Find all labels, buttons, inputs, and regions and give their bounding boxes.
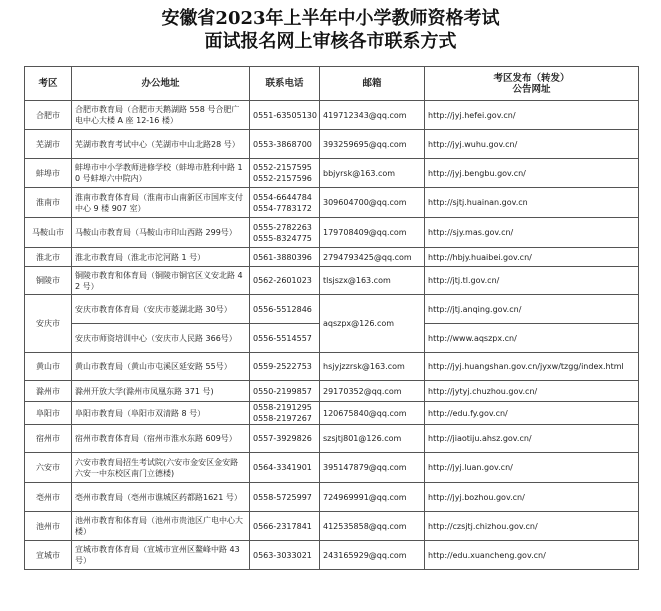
city-cell: 合肥市 — [25, 101, 72, 130]
city-cell: 滁州市 — [25, 381, 72, 402]
site-link[interactable]: http://edu.xuancheng.gov.cn/ — [425, 541, 639, 570]
phone-cell: 0550-2199857 — [250, 381, 320, 402]
email-cell: hsjyjzzrsk@163.com — [320, 353, 425, 381]
phone-cell: 0551-63505130 — [250, 101, 320, 130]
city-cell: 池州市 — [25, 512, 72, 541]
table-row — [25, 512, 639, 541]
table-row — [25, 381, 639, 402]
site-link[interactable]: http://edu.fy.gov.cn/ — [425, 402, 639, 425]
table-row — [25, 402, 639, 425]
city-cell: 铜陵市 — [25, 267, 72, 295]
email-cell: 120675840@qq.com — [320, 402, 425, 425]
city-cell: 宣城市 — [25, 541, 72, 570]
city-cell: 阜阳市 — [25, 402, 72, 425]
header-site-line-2: 公告网址 — [512, 83, 551, 95]
city-cell: 黄山市 — [25, 353, 72, 381]
city-cell: 亳州市 — [25, 483, 72, 512]
phone-cell: 0564-3341901 — [250, 453, 320, 483]
contact-table — [24, 66, 639, 570]
header-site — [425, 67, 639, 101]
phone-cell: 0566-2317841 — [250, 512, 320, 541]
city-cell: 淮南市 — [25, 188, 72, 218]
table-row — [25, 218, 639, 248]
header-email: 邮箱 — [320, 67, 425, 101]
email-cell: 309604700@qq.com — [320, 188, 425, 218]
address-cell: 阜阳市教育局（阜阳市双清路 8 号） — [72, 402, 250, 425]
phone-cell: 0561-3880396 — [250, 248, 320, 267]
table-row — [25, 483, 639, 512]
address-cell: 蚌埠市中小学教师进修学校（蚌埠市胜利中路 10 号蚌埠六中院内） — [72, 159, 250, 188]
phone-cell: 0556-5514557 — [250, 324, 320, 353]
header-area: 考区 — [25, 67, 72, 101]
city-cell: 马鞍山市 — [25, 218, 72, 248]
phone-cell: 0553-3868700 — [250, 130, 320, 159]
phone-cell — [250, 188, 320, 218]
header-address: 办公地址 — [72, 67, 250, 101]
phone-number: 0552-2157595 — [253, 163, 312, 172]
city-cell: 淮北市 — [25, 248, 72, 267]
table-row — [25, 453, 639, 483]
phone-cell: 0556-5512846 — [250, 295, 320, 324]
phone-cell: 0562-2601023 — [250, 267, 320, 295]
city-cell: 安庆市 — [25, 295, 72, 353]
phone-number: 0558-2197267 — [253, 414, 312, 423]
phone-cell — [250, 402, 320, 425]
site-link[interactable]: http://hbjy.huaibei.gov.cn/ — [425, 248, 639, 267]
site-link[interactable]: http://jtj.tl.gov.cn/ — [425, 267, 639, 295]
site-link[interactable]: http://jtj.anqing.gov.cn/ — [425, 295, 639, 324]
phone-number: 0555-2782263 — [253, 222, 312, 232]
address-cell: 池州市教育和体育局（池州市贵池区广电中心大楼） — [72, 512, 250, 541]
email-cell: 724969991@qq.com — [320, 483, 425, 512]
email-cell: 393259695@qq.com — [320, 130, 425, 159]
page-title-line-2: 面试报名网上审核各市联系方式 — [204, 31, 457, 52]
address-cell: 六安市教育局招生考试院(六安市金安区金安路六安一中东校区南门立德楼) — [72, 453, 250, 483]
email-cell: 243165929@qq.com — [320, 541, 425, 570]
site-link[interactable]: http://czsjtj.chizhou.gov.cn/ — [425, 512, 639, 541]
email-cell: tlsjszx@163.com — [320, 267, 425, 295]
address-cell: 淮南市教育体育局（淮南市山南新区市国库支付中心 9 楼 907 室） — [72, 188, 250, 218]
address-cell: 铜陵市教育和体育局（铜陵市铜官区义安北路 42 号） — [72, 267, 250, 295]
city-cell: 蚌埠市 — [25, 159, 72, 188]
email-cell: 29170352@qq.com — [320, 381, 425, 402]
email-cell: szsjtj801@126.com — [320, 425, 425, 453]
page-title-line-1: 安徽省2023年上半年中小学教师资格考试 — [161, 8, 500, 29]
address-cell: 黄山市教育局（黄山市屯溪区延安路 55号） — [72, 353, 250, 381]
site-link[interactable]: http://jytyj.chuzhou.gov.cn/ — [425, 381, 639, 402]
table-row — [25, 425, 639, 453]
site-link[interactable]: http://jyj.bengbu.gov.cn/ — [425, 159, 639, 188]
phone-cell: 0563-3033021 — [250, 541, 320, 570]
address-cell: 宿州市教育体育局（宿州市淮水东路 609号） — [72, 425, 250, 453]
email-cell: 419712343@qq.com — [320, 101, 425, 130]
phone-number: 0555-8324775 — [253, 233, 312, 243]
table-row — [25, 295, 639, 324]
site-link[interactable]: http://jyj.luan.gov.cn/ — [425, 453, 639, 483]
email-cell: 2794793425@qq.com — [320, 248, 425, 267]
phone-cell: 0558-5725997 — [250, 483, 320, 512]
city-cell: 芜湖市 — [25, 130, 72, 159]
address-cell: 芜湖市教育考试中心（芜湖市中山北路28 号） — [72, 130, 250, 159]
table-row — [25, 130, 639, 159]
email-cell: 179708409@qq.com — [320, 218, 425, 248]
email-cell: bbjyrsk@163.com — [320, 159, 425, 188]
header-site-line-1: 考区发布（转发） — [493, 72, 570, 84]
phone-cell: 0557-3929826 — [250, 425, 320, 453]
city-cell: 六安市 — [25, 453, 72, 483]
header-phone: 联系电话 — [250, 67, 320, 101]
table-row — [25, 188, 639, 218]
site-link[interactable]: http://jyj.hefei.gov.cn/ — [425, 101, 639, 130]
site-link[interactable]: http://sjy.mas.gov.cn/ — [425, 218, 639, 248]
email-cell: 395147879@qq.com — [320, 453, 425, 483]
phone-number: 0552-2157596 — [253, 174, 312, 183]
site-link[interactable]: http://jyj.bozhou.gov.cn/ — [425, 483, 639, 512]
phone-cell — [250, 159, 320, 188]
table-row — [25, 267, 639, 295]
table-header-row — [25, 67, 639, 101]
address-cell: 滁州开放大学(滁州市凤凰东路 371 号) — [72, 381, 250, 402]
site-link[interactable]: http://jyj.huangshan.gov.cn/jyxw/tzgg/index.html — [425, 353, 639, 381]
email-cell: 412535858@qq.com — [320, 512, 425, 541]
site-link[interactable]: http://sjtj.huainan.gov.cn — [425, 188, 639, 218]
site-link[interactable]: http://www.aqszpx.cn/ — [425, 324, 639, 353]
phone-number: 0554-7783172 — [253, 203, 312, 213]
address-cell: 安庆市教育体育局（安庆市菱湖北路 30号） — [72, 295, 250, 324]
address-cell: 淮北市教育局（淮北市沱河路 1 号） — [72, 248, 250, 267]
table-row — [25, 101, 639, 130]
address-cell: 宣城市教育体育局（宣城市宣州区鳌峰中路 43 号） — [72, 541, 250, 570]
address-cell: 马鞍山市教育局（马鞍山市印山西路 299号） — [72, 218, 250, 248]
phone-cell: 0559-2522753 — [250, 353, 320, 381]
site-link[interactable]: http://jyj.wuhu.gov.cn/ — [425, 130, 639, 159]
table-row — [25, 541, 639, 570]
table-row — [25, 353, 639, 381]
email-cell: aqszpx@126.com — [320, 295, 425, 353]
table-row — [25, 159, 639, 188]
address-cell: 安庆市师资培训中心（安庆市人民路 366号） — [72, 324, 250, 353]
phone-number: 0558-2191295 — [253, 403, 312, 412]
city-cell: 宿州市 — [25, 425, 72, 453]
address-cell: 亳州市教育局（亳州市谯城区药都路1621 号） — [72, 483, 250, 512]
address-cell: 合肥市教育局（合肥市天鹅湖路 558 号合肥广电中心大楼 A 座 12-16 楼） — [72, 101, 250, 130]
site-link[interactable]: http://jiaotiju.ahsz.gov.cn/ — [425, 425, 639, 453]
table-row — [25, 248, 639, 267]
phone-cell — [250, 218, 320, 248]
phone-number: 0554-6644784 — [253, 192, 312, 202]
